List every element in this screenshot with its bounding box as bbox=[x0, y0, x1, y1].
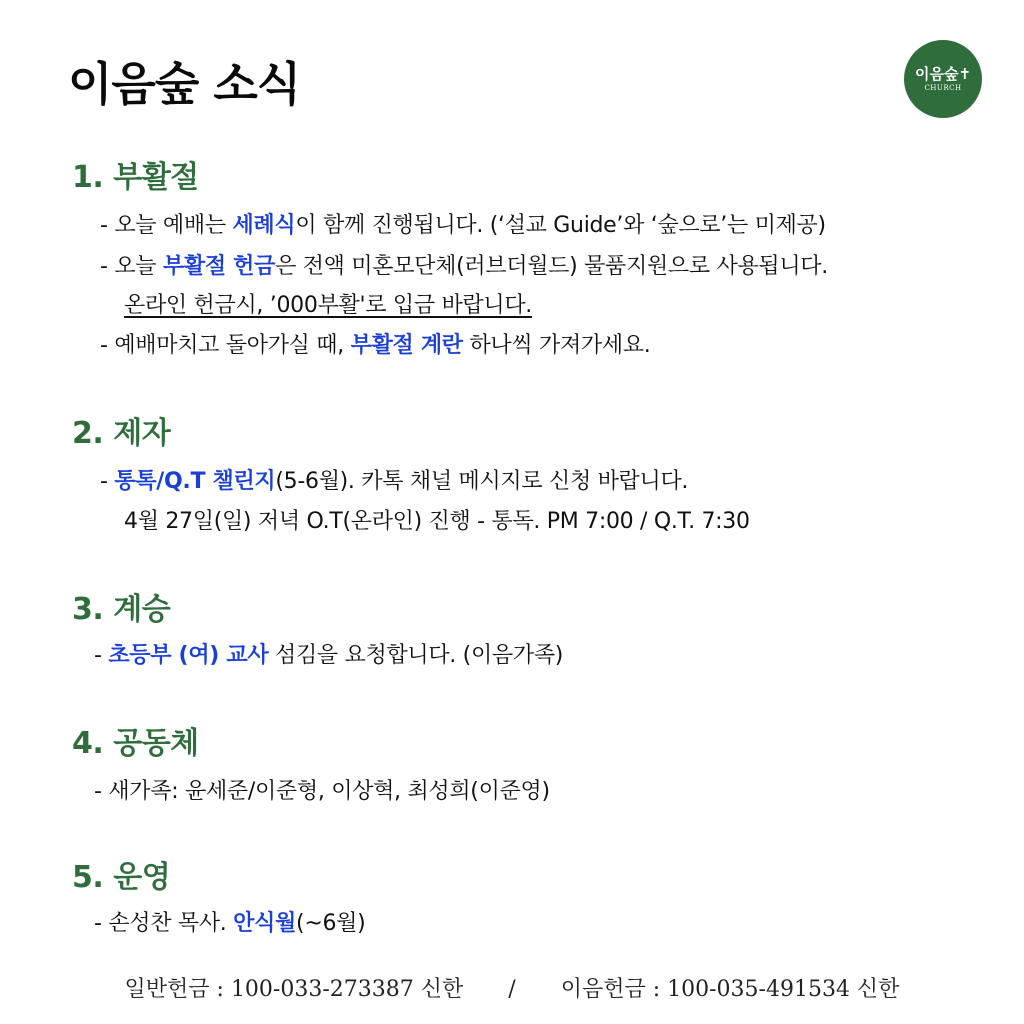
logo-text: 이음숲✝ bbox=[914, 64, 972, 83]
disciple-line-schedule: 4월 27일(일) 저녁 O.T(온라인) 진행 - 통독. PM 7:00 / Q.T. 7:30 bbox=[124, 509, 750, 534]
highlight-easter-eggs: 부활절 계란 bbox=[350, 333, 463, 358]
disciple-line-challenge: - 통톡/Q.T 챌린지(5-6월). 카톡 채널 메시지로 신청 바랍니다. bbox=[100, 469, 689, 494]
succession-line-teacher: - 초등부 (여) 교사 섬김을 요청합니다. (이음가족) bbox=[94, 643, 564, 668]
section-heading-community: 4. 공동체 bbox=[72, 726, 199, 761]
section-heading-succession: 3. 계승 bbox=[72, 592, 171, 627]
highlight-easter-offering: 부활절 헌금 bbox=[162, 254, 276, 279]
offering-accounts-footer bbox=[0, 972, 1024, 1003]
section-heading-disciple: 2. 제자 bbox=[72, 416, 171, 451]
easter-line-offering: - 오늘 부활절 헌금은 전액 미혼모단체(러브더월드) 물품지원으로 사용됩니다. bbox=[100, 254, 828, 279]
general-offering-account: 일반헌금 : 100-033-273387 신한 bbox=[124, 977, 464, 1002]
highlight-baptism: 세례식 bbox=[232, 213, 296, 238]
operation-line-sabbatical: - 손성찬 목사. 안식월(~6월) bbox=[94, 911, 366, 936]
community-line-newcomers: - 새가족: 윤세준/이준형, 이상혁, 최성희(이준영) bbox=[94, 779, 550, 804]
easter-line-eggs: - 예배마치고 돌아가실 때, 부활절 계란 하나씩 가져가세요. bbox=[100, 333, 651, 358]
highlight-teacher: 초등부 (여) 교사 bbox=[108, 643, 269, 668]
logo-subtext: CHURCH bbox=[924, 83, 962, 92]
church-logo bbox=[904, 40, 982, 118]
easter-line-online-offering: 온라인 헌금시, ’000부활'로 입금 바랍니다. bbox=[124, 293, 532, 318]
ieum-offering-account: 이음헌금 : 100-035-491534 신한 bbox=[560, 977, 900, 1002]
footer-separator: / bbox=[508, 977, 516, 1002]
highlight-challenge: 통톡/Q.T 챌린지 bbox=[114, 469, 276, 494]
section-heading-easter: 1. 부활절 bbox=[72, 160, 199, 195]
easter-line-baptism: - 오늘 예배는 세례식이 함께 진행됩니다. (‘설교 Guide’와 ‘숲으로’는 미제공) bbox=[100, 213, 826, 238]
page-title: 이음숲 소식 bbox=[68, 57, 301, 111]
highlight-sabbatical: 안식월 bbox=[233, 911, 297, 936]
section-heading-operation: 5. 운영 bbox=[72, 860, 171, 895]
